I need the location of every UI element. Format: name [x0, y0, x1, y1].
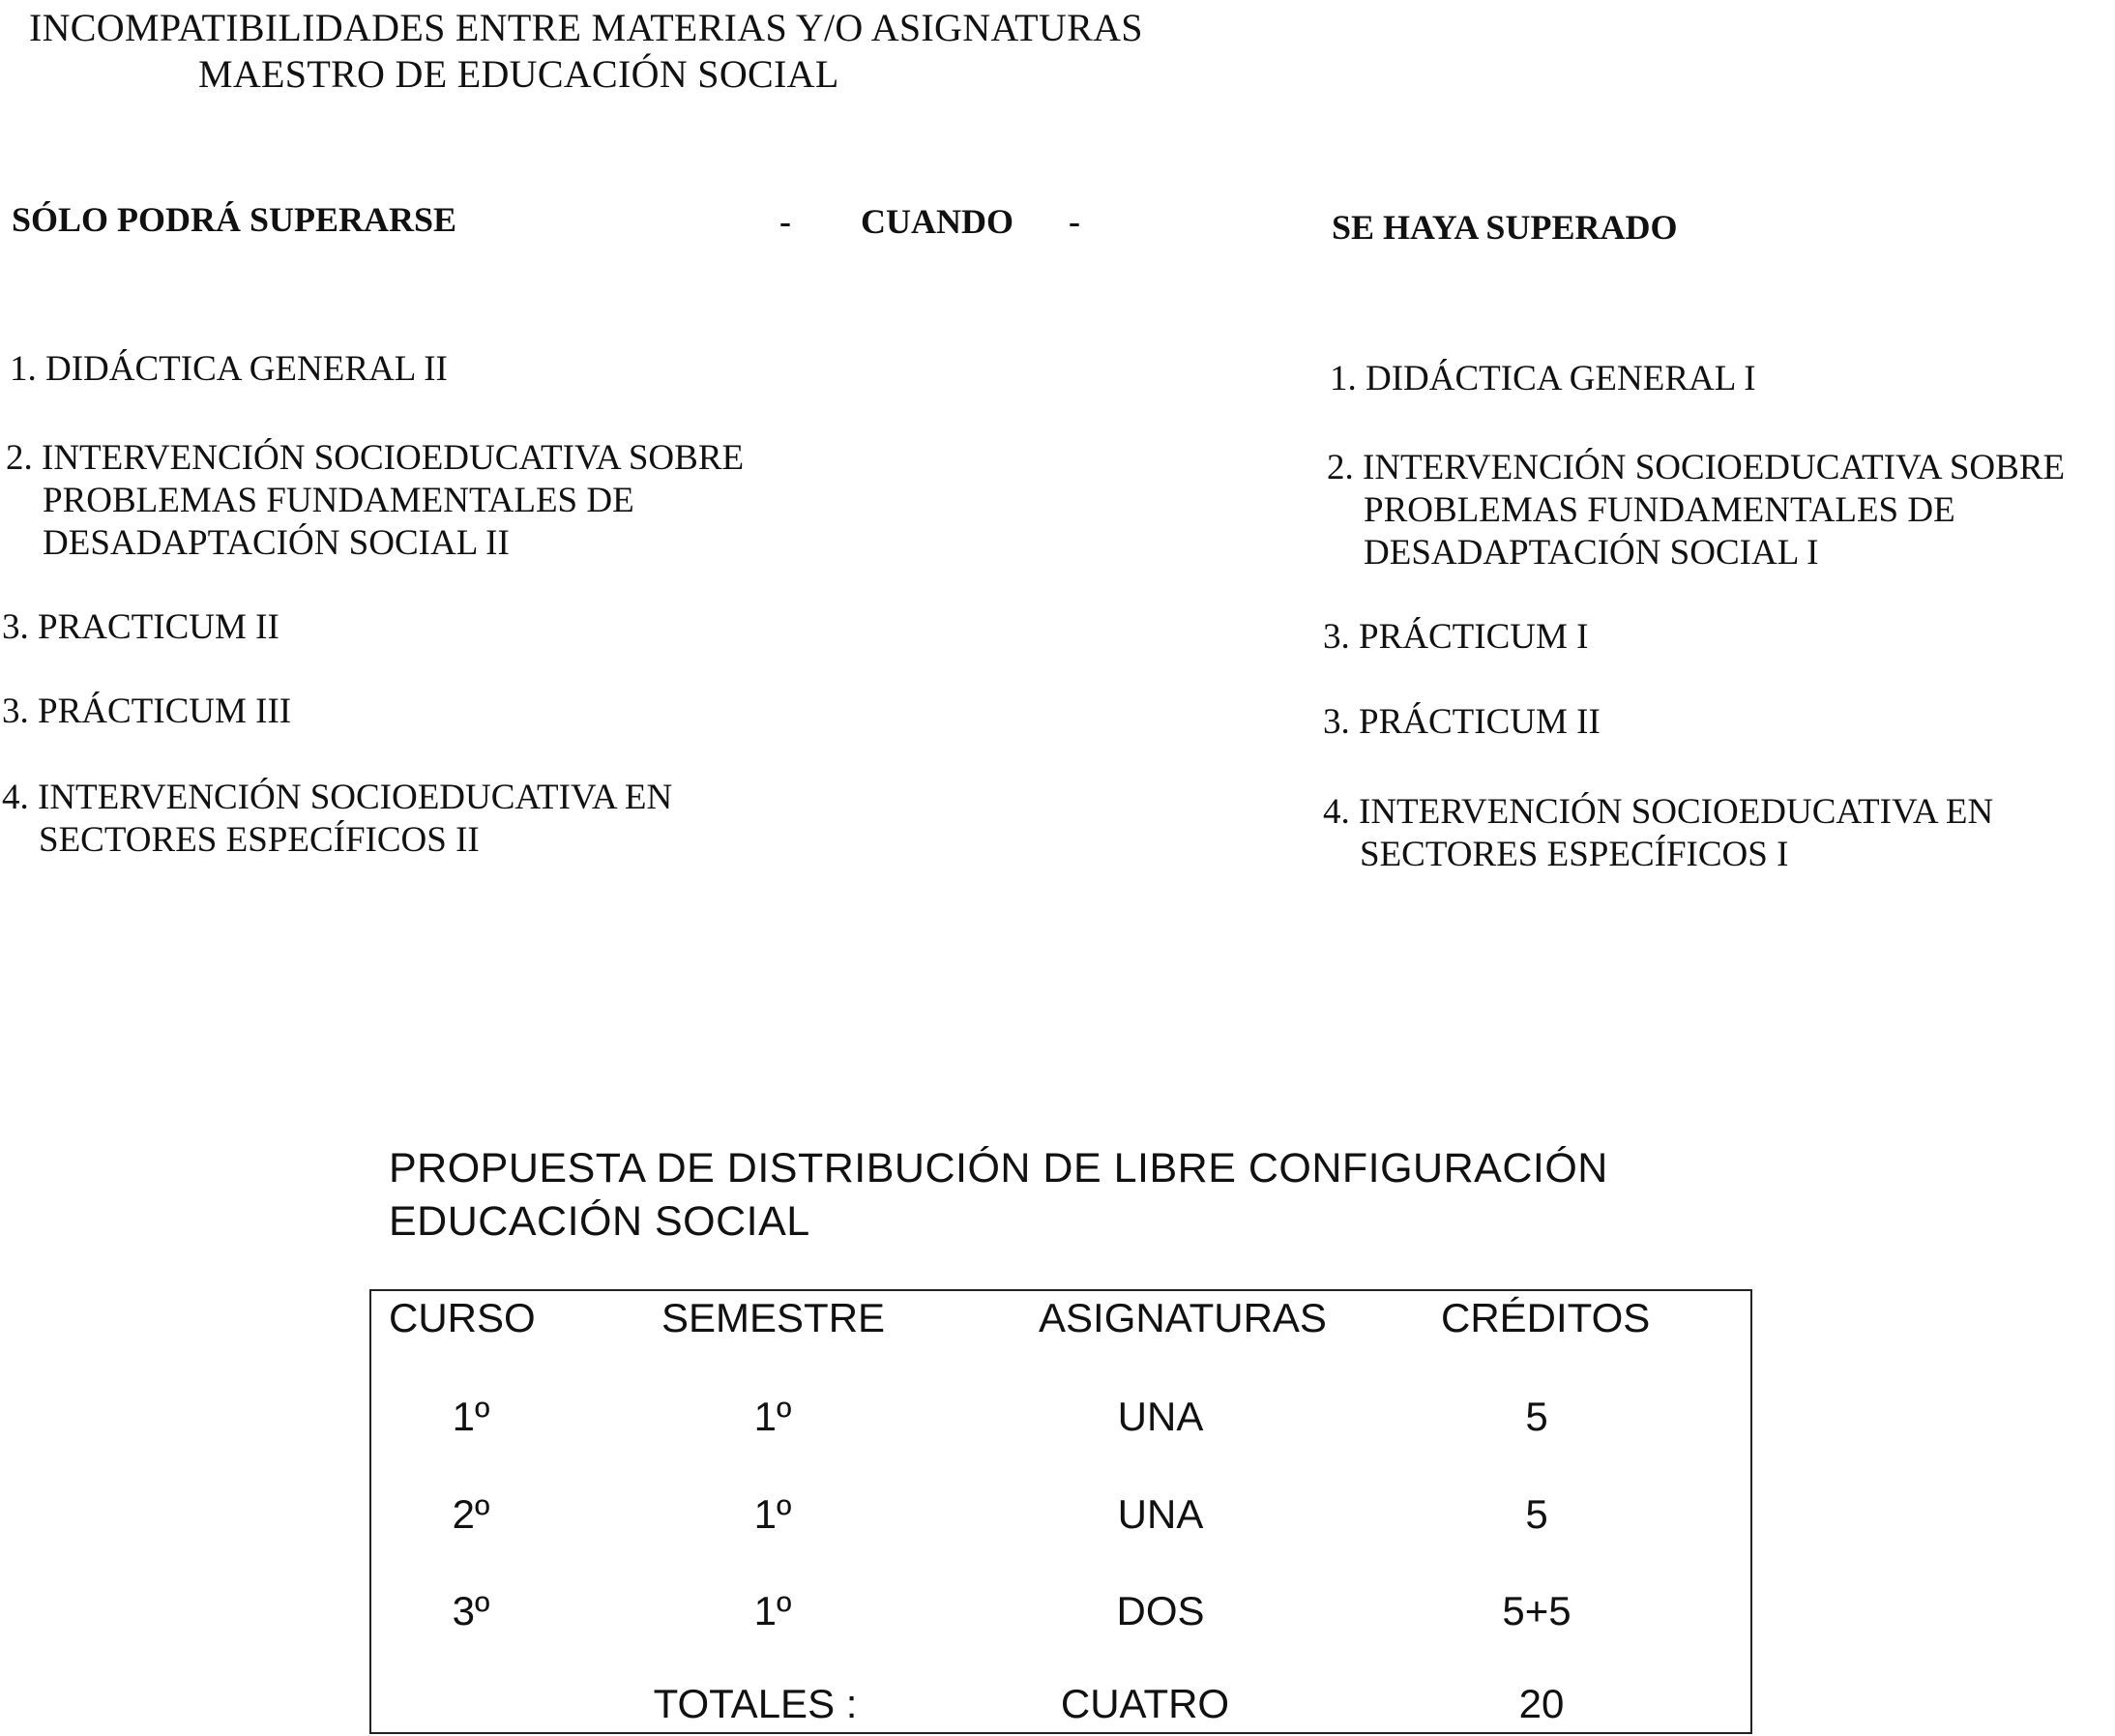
table-cell-curso: 2º	[452, 1491, 490, 1537]
right-list-item	[1323, 791, 1993, 876]
left-list-item	[2, 691, 291, 733]
item-line: 3. PRÁCTICUM I	[1323, 617, 1589, 657]
table-cell-curso: 1º	[452, 1394, 490, 1439]
table-cell-creditos: 5	[1525, 1394, 1548, 1439]
item-line: SECTORES ESPECÍFICOS II	[39, 820, 480, 860]
table-header-curso: CURSO	[389, 1295, 536, 1340]
table-cell-asignaturas: DOS	[1116, 1588, 1205, 1633]
right-list-item	[1330, 358, 1756, 400]
right-list-item	[1327, 447, 2065, 574]
item-line: DESADAPTACIÓN SOCIAL II	[43, 523, 510, 563]
distribution-table	[369, 1289, 1752, 1734]
right-list-item	[1323, 701, 1601, 744]
item-line: 1. DIDÁCTICA GENERAL II	[10, 349, 448, 389]
item-line: 1. DIDÁCTICA GENERAL I	[1330, 359, 1756, 398]
document-title-line1: INCOMPATIBILIDADES ENTRE MATERIAS Y/O ASIGNATURAS	[29, 6, 1143, 49]
proposal-title-line2: EDUCACIÓN SOCIAL	[389, 1198, 810, 1245]
item-line: PROBLEMAS FUNDAMENTALES DE	[43, 481, 634, 520]
left-list-item	[6, 437, 744, 565]
item-line: 3. PRACTICUM II	[2, 607, 279, 647]
table-header-creditos: CRÉDITOS	[1441, 1295, 1651, 1340]
column-header-dash: -	[1069, 202, 1080, 241]
left-list-item	[2, 606, 279, 649]
column-header-right: SE HAYA SUPERADO	[1332, 208, 1678, 247]
item-line: SECTORES ESPECÍFICOS I	[1360, 835, 1789, 874]
item-line: 4. INTERVENCIÓN SOCIOEDUCATIVA EN	[1323, 792, 1994, 832]
table-cell-semestre: 1º	[753, 1491, 792, 1537]
table-cell-asignaturas: UNA	[1117, 1491, 1204, 1537]
table-cell-asignaturas: UNA	[1117, 1394, 1204, 1439]
item-line: 3. PRÁCTICUM II	[1323, 702, 1601, 742]
table-totals-credits: 20	[1518, 1681, 1565, 1726]
document-title-line2: MAESTRO DE EDUCACIÓN SOCIAL	[198, 52, 839, 96]
left-list-item	[10, 348, 448, 391]
item-line: PROBLEMAS FUNDAMENTALES DE	[1364, 490, 1955, 530]
column-header-dash: -	[779, 202, 791, 241]
table-cell-curso: 3º	[452, 1588, 490, 1633]
table-cell-semestre: 1º	[753, 1588, 792, 1633]
table-totals-label: TOTALES :	[653, 1681, 858, 1726]
column-header-middle: CUANDO	[861, 202, 1013, 241]
item-line: 3. PRÁCTICUM III	[2, 691, 292, 731]
table-header-semestre: SEMESTRE	[661, 1295, 886, 1340]
column-header-left: SÓLO PODRÁ SUPERARSE	[12, 200, 457, 239]
right-list-item	[1323, 616, 1588, 659]
left-list-item	[2, 777, 672, 862]
item-line: 2. INTERVENCIÓN SOCIOEDUCATIVA SOBRE	[6, 438, 745, 478]
proposal-title-line1: PROPUESTA DE DISTRIBUCIÓN DE LIBRE CONFIGURACIÓN	[389, 1145, 1608, 1192]
table-cell-creditos: 5	[1525, 1491, 1548, 1537]
table-totals-subjects: CUATRO	[1060, 1681, 1230, 1726]
item-line: 2. INTERVENCIÓN SOCIOEDUCATIVA SOBRE	[1327, 448, 2066, 487]
table-header-asignaturas: ASIGNATURAS	[1039, 1295, 1327, 1340]
item-line: DESADAPTACIÓN SOCIAL I	[1364, 533, 1819, 573]
item-line: 4. INTERVENCIÓN SOCIOEDUCATIVA EN	[2, 778, 673, 817]
table-cell-semestre: 1º	[753, 1394, 792, 1439]
table-cell-creditos: 5+5	[1502, 1588, 1572, 1633]
